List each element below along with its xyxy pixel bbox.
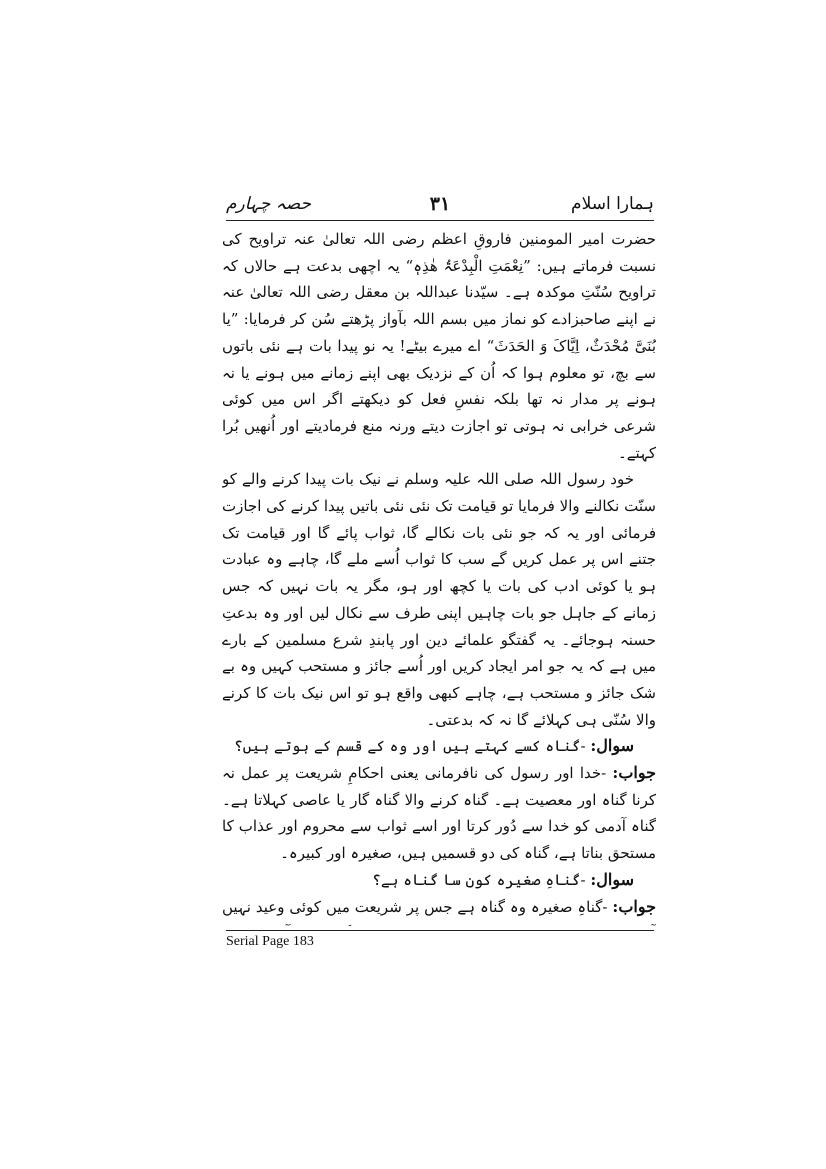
part-title: حصہ چہارم <box>226 194 311 214</box>
answer-text: -گناہِ صغیرہ وہ گناہ ہے جس پر شریعت میں کوئی وعید نہیں <box>222 897 608 916</box>
paragraph: حضرت امیر المومنین فاروقِ اعظم رضی اللہ تعالیٰ عنہ تراویح کی نسبت فرماتے ہیں: ”نِعْمَتِ الْبِدْعَۃُ ھٰذِہٖ“ یہ اچھی بدعت ہے حالاں کہ تراویح سُنّتِ موکدہ ہے۔ سیّدنا عبداللہ بن معقل رضی اللہ تعالیٰ عنہ نے اپنے صاحبزادے کو نماز میں بسم اللہ بآواز پڑھتے سُن کر فرمایا: ”یا بُنَیَّ مُحْدَثٌ، اِیَّاکَ وَ الحَدَثَ“ اے میرے بیٹے! یہ نو پیدا بات ہے نئی باتوں سے بچ، تو معلوم ہوا کہ اُن کے نزدیک بھی اپنے زمانے میں ہونے یا نہ ہونے پر مدار نہ تھا بلکہ نفسِ فعل کو دیکھتے اگر اس میں کوئی شرعی خرابی نہ ہوتی تو اجازت دیتے ورنہ منع فرمادیتے اور اُنھیں بُرا کہتے۔ <box>222 230 656 462</box>
page-header <box>226 192 654 218</box>
paragraph: خود رسول اللہ صلی اللہ علیہ وسلم نے نیک بات پیدا کرنے والے کو سنّت نکالنے والا فرمایا تو قیامت تک نئی نئی باتیں پیدا کرنے کی اجازت فرمائی اور یہ کہ جو نئی بات نکالے گا، ثواب پائے گا اور قیامت تک جتنے اس پر عمل کریں گے سب کا ثواب اُسے ملے گا، چاہے وہ عبادت ہو یا کوئی ادب کی بات یا کچھ اور ہو، مگر یہ بات نہیں کہ جس زمانے کے جاہل جو بات چاہیں اپنی طرف سے نکال لیں اور وہ بدعتِ حسنہ ہوجائے۔ یہ گفتگو علمائے دین اور پابندِ شرع مسلمین کے بارے میں ہے کہ یہ جو امر ایجاد کریں اور اُسے جائز و مستحب کہیں وہ بے شک جائز و مستحب ہے، چاہے کبھی واقع ہو تو اس نیک بات کا کرنے والا سُنّی ہی کہلائے گا نہ کہ بدعتی۔ <box>222 470 656 729</box>
question-label: سوال: <box>590 736 634 756</box>
footer-rule <box>226 930 654 931</box>
page-number: ۳۱ <box>429 193 451 215</box>
body-text <box>222 226 656 926</box>
answer <box>222 894 656 926</box>
serial-page-label: Serial Page 183 <box>226 934 314 949</box>
question-label: سوال: <box>590 869 634 889</box>
header-rule <box>226 220 654 221</box>
answer <box>222 760 656 867</box>
answer-text: -خدا اور رسول کی نافرمانی یعنی احکامِ شریعت پر عمل نہ کرنا گناہ اور معصیت ہے۔ گناہ کرنے والا گناہ گار یا عاصی کہلاتا ہے۔ گناہ آدمی کو خدا سے دُور کرتا اور اسے ثواب سے محروم اور عذاب کا مستحق بناتا ہے، گناہ کی دو قسمیں ہیں، صغیرہ اور کبیرہ۔ <box>222 764 656 863</box>
book-title: ہمارا اسلام <box>571 194 654 214</box>
answer-label: جواب: <box>612 763 656 783</box>
question-text: -گناہ کسے کہتے ہیں اور وہ کے قسم کے ہوتے ہیں؟ <box>233 737 591 756</box>
question <box>222 867 656 894</box>
question-text: -گناہِ صغیرہ کون سا گناہ ہے؟ <box>372 870 591 889</box>
answer-label: جواب: <box>612 896 656 916</box>
question <box>222 733 656 760</box>
